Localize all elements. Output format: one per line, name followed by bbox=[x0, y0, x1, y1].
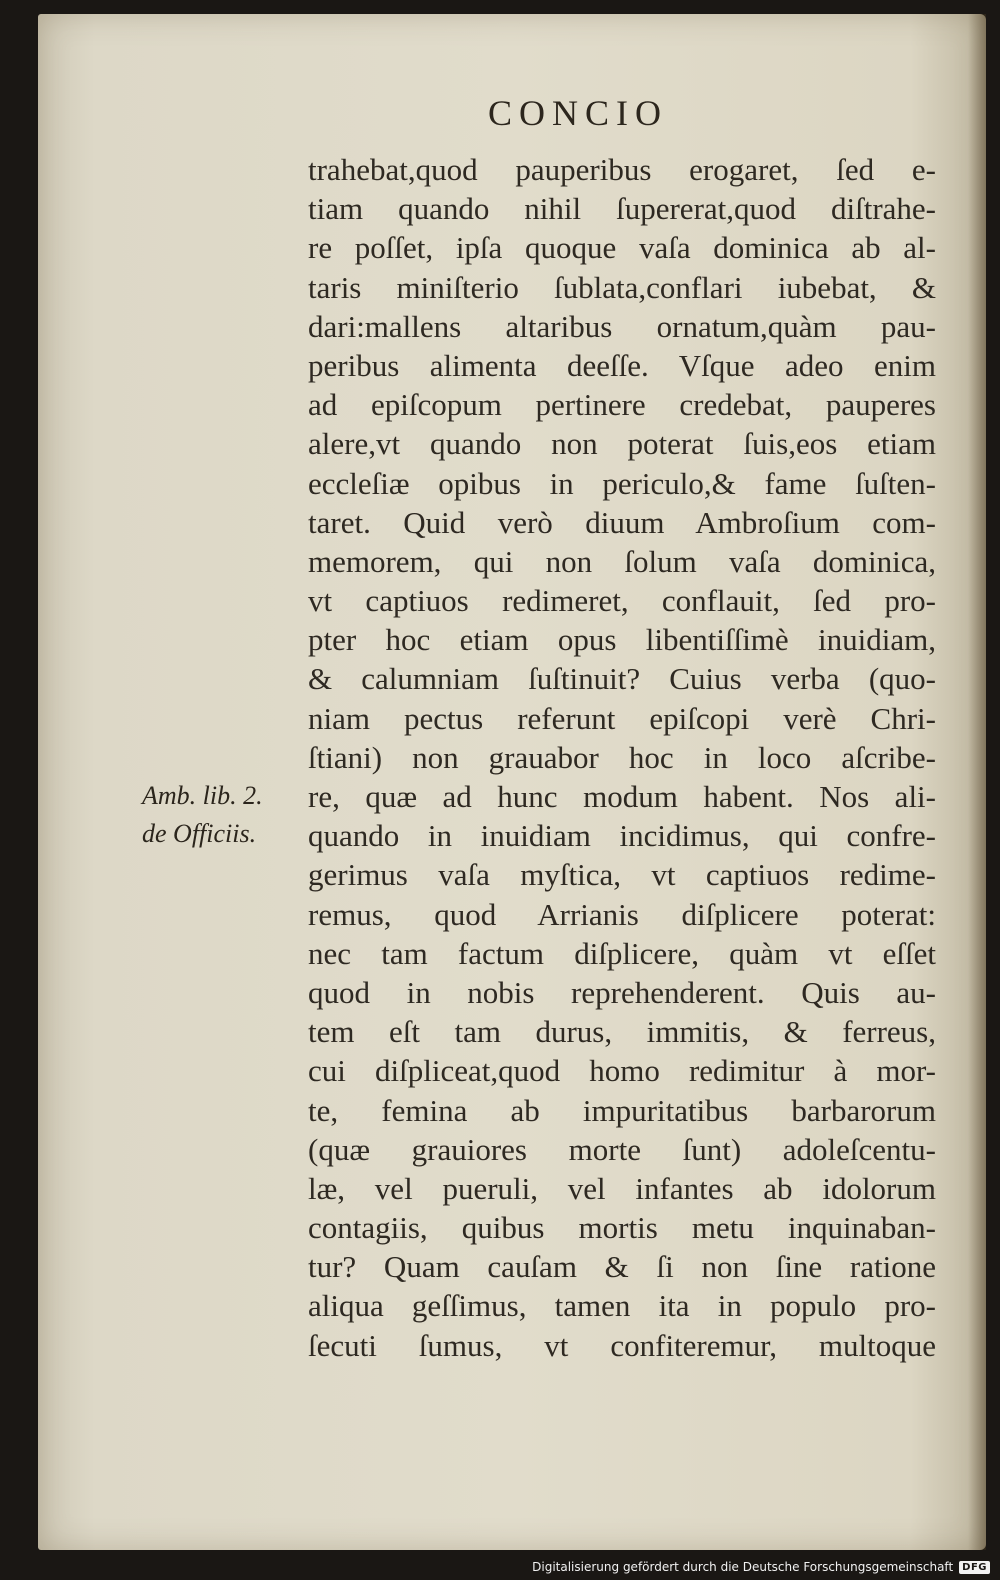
marginal-note bbox=[142, 777, 312, 853]
marginal-note-line: Amb. lib. 2. bbox=[142, 781, 263, 810]
footer-credit: Digitalisierung gefördert durch die Deutsche Forschungsgemeinschaft bbox=[532, 1560, 954, 1574]
dfg-logo: DFG bbox=[959, 1561, 990, 1574]
text-line: taret. Quid verò diuum Ambroſium com- bbox=[308, 504, 936, 540]
text-line: ſtiani) non grauabor hoc in loco aſcribe- bbox=[308, 739, 936, 775]
text-line: ad epiſcopum pertinere credebat, pauperes bbox=[308, 387, 936, 423]
text-line: tur? Quam cauſam & ſi non ſine ratione bbox=[308, 1249, 936, 1285]
text-line: gerimus vaſa myſtica, vt captiuos redime- bbox=[308, 857, 936, 893]
text-line: te, femina ab impuritatibus barbarorum bbox=[308, 1092, 936, 1128]
text-line: trahebat,quod pauperibus erogaret, ſed e- bbox=[308, 152, 936, 187]
text-line: & calumniam ſuſtinuit? Cuius verba (quo- bbox=[308, 661, 936, 697]
body-text bbox=[308, 150, 936, 1365]
text-line: tiam quando nihil ſupererat,quod diſtrahe- bbox=[308, 191, 936, 227]
text-line: læ, vel pueruli, vel infantes ab idolorum bbox=[308, 1170, 936, 1206]
marginal-note-line: de Officiis. bbox=[142, 819, 257, 848]
text-line: remus, quod Arrianis diſplicere poterat: bbox=[308, 896, 936, 932]
text-line: contagiis, quibus mortis metu inquinaban- bbox=[308, 1210, 936, 1246]
text-line: pter hoc etiam opus libentiſſimè inuidiam, bbox=[308, 622, 936, 658]
text-line: ſecuti ſumus, vt confiteremur, multoque bbox=[308, 1327, 936, 1363]
page-edge-shadow bbox=[968, 14, 986, 1550]
running-head: CONCIO bbox=[487, 93, 668, 133]
text-line: dari:mallens altaribus ornatum,quàm pau- bbox=[308, 308, 936, 344]
text-line: (quæ grauiores morte ſunt) adoleſcentu- bbox=[308, 1131, 936, 1167]
text-line: eccleſiæ opibus in periculo,& fame ſuſten- bbox=[308, 465, 936, 501]
text-line: cui diſpliceat,quod homo redimitur à mor- bbox=[308, 1053, 936, 1089]
text-line: memorem, qui non ſolum vaſa dominica, bbox=[308, 543, 936, 579]
text-line: nec tam factum diſplicere, quàm vt eſſet bbox=[308, 935, 936, 971]
text-line: re, quæ ad hunc modum habent. Nos ali- bbox=[308, 779, 936, 814]
text-line: tem eſt tam durus, immitis, & ferreus, bbox=[308, 1014, 936, 1050]
text-line: quando in inuidiam incidimus, qui confre- bbox=[308, 818, 936, 854]
text-line: re poſſet, ipſa quoque vaſa dominica ab al- bbox=[308, 230, 936, 266]
text-line: aliqua geſſimus, tamen ita in populo pro- bbox=[308, 1288, 936, 1324]
footer bbox=[532, 1560, 990, 1574]
text-line: peribus alimenta deeſſe. Vſque adeo enim bbox=[308, 347, 936, 383]
text-line: quod in nobis reprehenderent. Quis au- bbox=[308, 974, 936, 1010]
text-line: niam pectus referunt epiſcopi verè Chri- bbox=[308, 700, 936, 736]
text-line: alere,vt quando non poterat ſuis,eos etiam bbox=[308, 426, 936, 462]
text-line: vt captiuos redimeret, conflauit, ſed pro- bbox=[308, 583, 936, 619]
text-line: taris miniſterio ſublata,conflari iubebat, & bbox=[308, 269, 936, 305]
